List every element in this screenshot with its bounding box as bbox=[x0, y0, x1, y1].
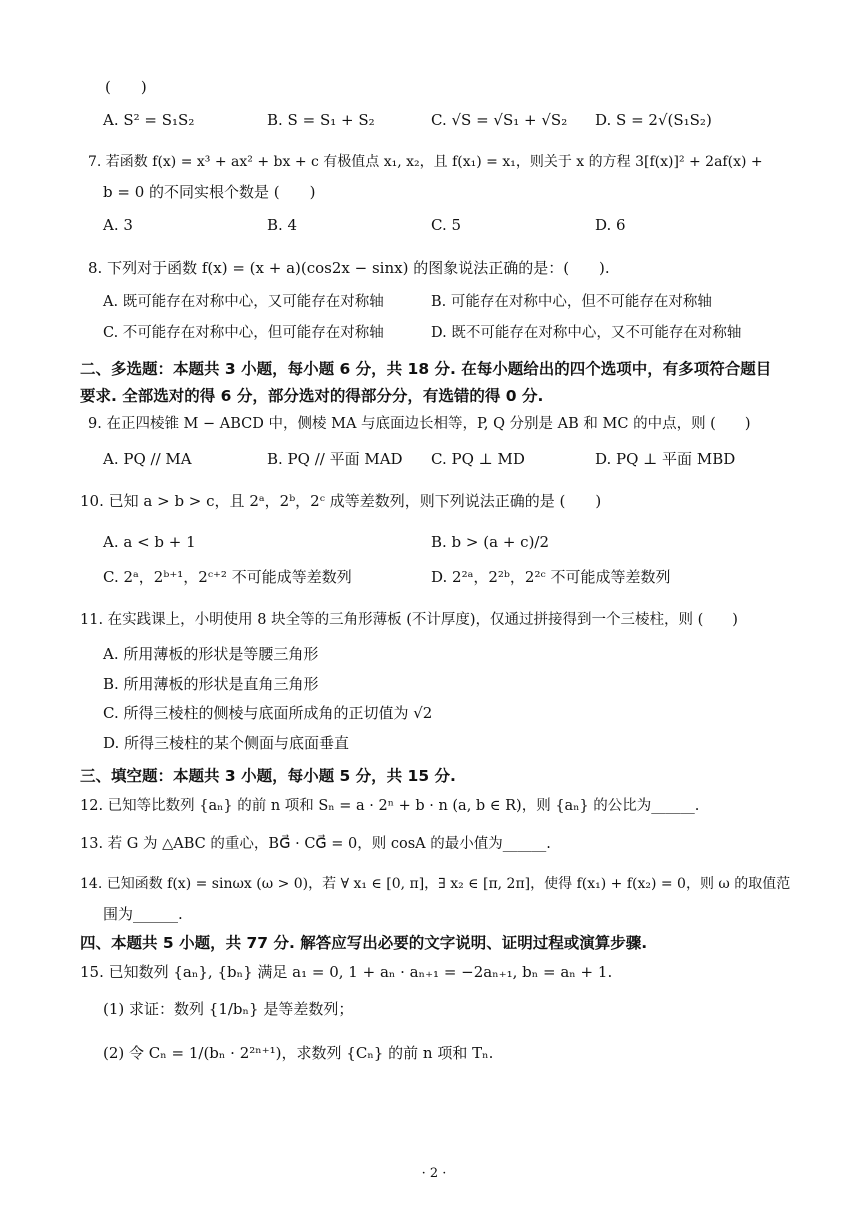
q12-stem: 12. 已知等比数列 {aₙ} 的前 n 项和 Sₙ = a · 2ⁿ + b · n (a, b ∈ R)，则 {aₙ} 的公比为______. bbox=[80, 798, 700, 814]
q6-option-b: B. S = S₁ + S₂ bbox=[267, 111, 375, 129]
q8-option-a: A. 既可能存在对称中心，又可能存在对称轴 bbox=[103, 294, 384, 310]
q8-stem: 8. 下列对于函数 f(x) = (x + a)(cos2x − sinx) 的图象说法正确的是：( ). bbox=[88, 259, 610, 277]
q13-stem: 13. 若 G 为 △ABC 的重心，BG⃗ · CG⃗ = 0，则 cosA 的最小值为______. bbox=[80, 836, 551, 852]
q6-option-c: C. √S = √S₁ + √S₂ bbox=[431, 111, 568, 129]
q10-option-c: C. 2ᵃ，2ᵇ⁺¹，2ᶜ⁺² 不可能成等差数列 bbox=[103, 568, 352, 586]
q10-stem: 10. 已知 a > b > c，且 2ᵃ，2ᵇ，2ᶜ 成等差数列，则下列说法正确的是 ( ) bbox=[80, 492, 602, 510]
q7-option-b: B. 4 bbox=[267, 216, 298, 234]
q7-option-c: C. 5 bbox=[431, 216, 462, 234]
q8-option-d: D. 既不可能存在对称中心，又不可能存在对称轴 bbox=[431, 325, 742, 341]
section2-heading-line2: 要求. 全部选对的得 6 分，部分选对的得部分分，有选错的得 0 分. bbox=[80, 387, 544, 405]
q7-stem-line2: b = 0 的不同实根个数是 ( ) bbox=[103, 183, 316, 201]
q15-part1: (1) 求证：数列 {1/bₙ} 是等差数列； bbox=[103, 1000, 354, 1018]
section2-heading-line1: 二、多选题：本题共 3 小题，每小题 6 分，共 18 分. 在每小题给出的四个选项中，有多项符合题目 bbox=[80, 360, 772, 378]
q10-option-d: D. 2²ᵃ，2²ᵇ，2²ᶜ 不可能成等差数列 bbox=[431, 568, 671, 586]
q9-option-b: B. PQ // 平面 MAD bbox=[267, 450, 403, 468]
section4-heading: 四、本题共 5 小题，共 77 分. 解答应写出必要的文字说明、证明过程或演算步骤. bbox=[80, 934, 648, 952]
q11-option-d: D. 所得三棱柱的某个侧面与底面垂直 bbox=[103, 734, 350, 752]
q10-option-b: B. b > (a + c)/2 bbox=[431, 533, 550, 551]
q9-option-d: D. PQ ⊥ 平面 MBD bbox=[595, 450, 736, 468]
q14-stem-line2: 围为______. bbox=[103, 905, 183, 923]
page-number: · 2 · bbox=[421, 1166, 447, 1181]
q15-part2: (2) 令 Cₙ = 1/(bₙ · 2²ⁿ⁺¹)，求数列 {Cₙ} 的前 n 项和 Tₙ. bbox=[103, 1044, 494, 1062]
q7-option-d: D. 6 bbox=[595, 216, 626, 234]
q11-stem: 11. 在实践课上，小明使用 8 块全等的三角形薄板 (不计厚度)，仅通过拼接得到一个三棱柱，则 ( ) bbox=[80, 612, 738, 628]
q6-option-d: D. S = 2√(S₁S₂) bbox=[595, 111, 712, 129]
q11-option-a: A. 所用薄板的形状是等腰三角形 bbox=[103, 645, 319, 663]
q8-option-b: B. 可能存在对称中心，但不可能存在对称轴 bbox=[431, 294, 712, 310]
section3-heading: 三、填空题：本题共 3 小题，每小题 5 分，共 15 分. bbox=[80, 767, 456, 785]
q15-stem: 15. 已知数列 {aₙ}, {bₙ} 满足 a₁ = 0, 1 + aₙ · aₙ₊₁ = −2aₙ₊₁, bₙ = aₙ + 1. bbox=[80, 963, 613, 981]
q6-answer-paren: ( ) bbox=[105, 78, 147, 96]
q14-stem-line1: 14. 已知函数 f(x) = sinωx (ω > 0)，若 ∀ x₁ ∈ [0, π]，∃ x₂ ∈ [π, 2π]，使得 f(x₁) + f(x₂) = 0，则 ω 的取值范 bbox=[80, 876, 791, 892]
q7-option-a: A. 3 bbox=[103, 216, 133, 234]
q11-option-b: B. 所用薄板的形状是直角三角形 bbox=[103, 675, 319, 693]
q11-option-c: C. 所得三棱柱的侧棱与底面所成角的正切值为 √2 bbox=[103, 704, 433, 722]
q9-option-c: C. PQ ⊥ MD bbox=[431, 450, 525, 468]
q8-option-c: C. 不可能存在对称中心，但可能存在对称轴 bbox=[103, 325, 384, 341]
q6-option-a: A. S² = S₁S₂ bbox=[103, 111, 195, 129]
q10-option-a: A. a < b + 1 bbox=[103, 533, 196, 551]
q7-stem-line1: 7. 若函数 f(x) = x³ + ax² + bx + c 有极值点 x₁, x₂，且 f(x₁) = x₁，则关于 x 的方程 3[f(x)]² + 2af(x) + bbox=[88, 154, 763, 170]
q9-stem: 9. 在正四棱锥 M − ABCD 中，侧棱 MA 与底面边长相等，P, Q 分别是 AB 和 MC 的中点，则 ( ) bbox=[88, 416, 751, 432]
q9-option-a: A. PQ // MA bbox=[103, 450, 192, 468]
